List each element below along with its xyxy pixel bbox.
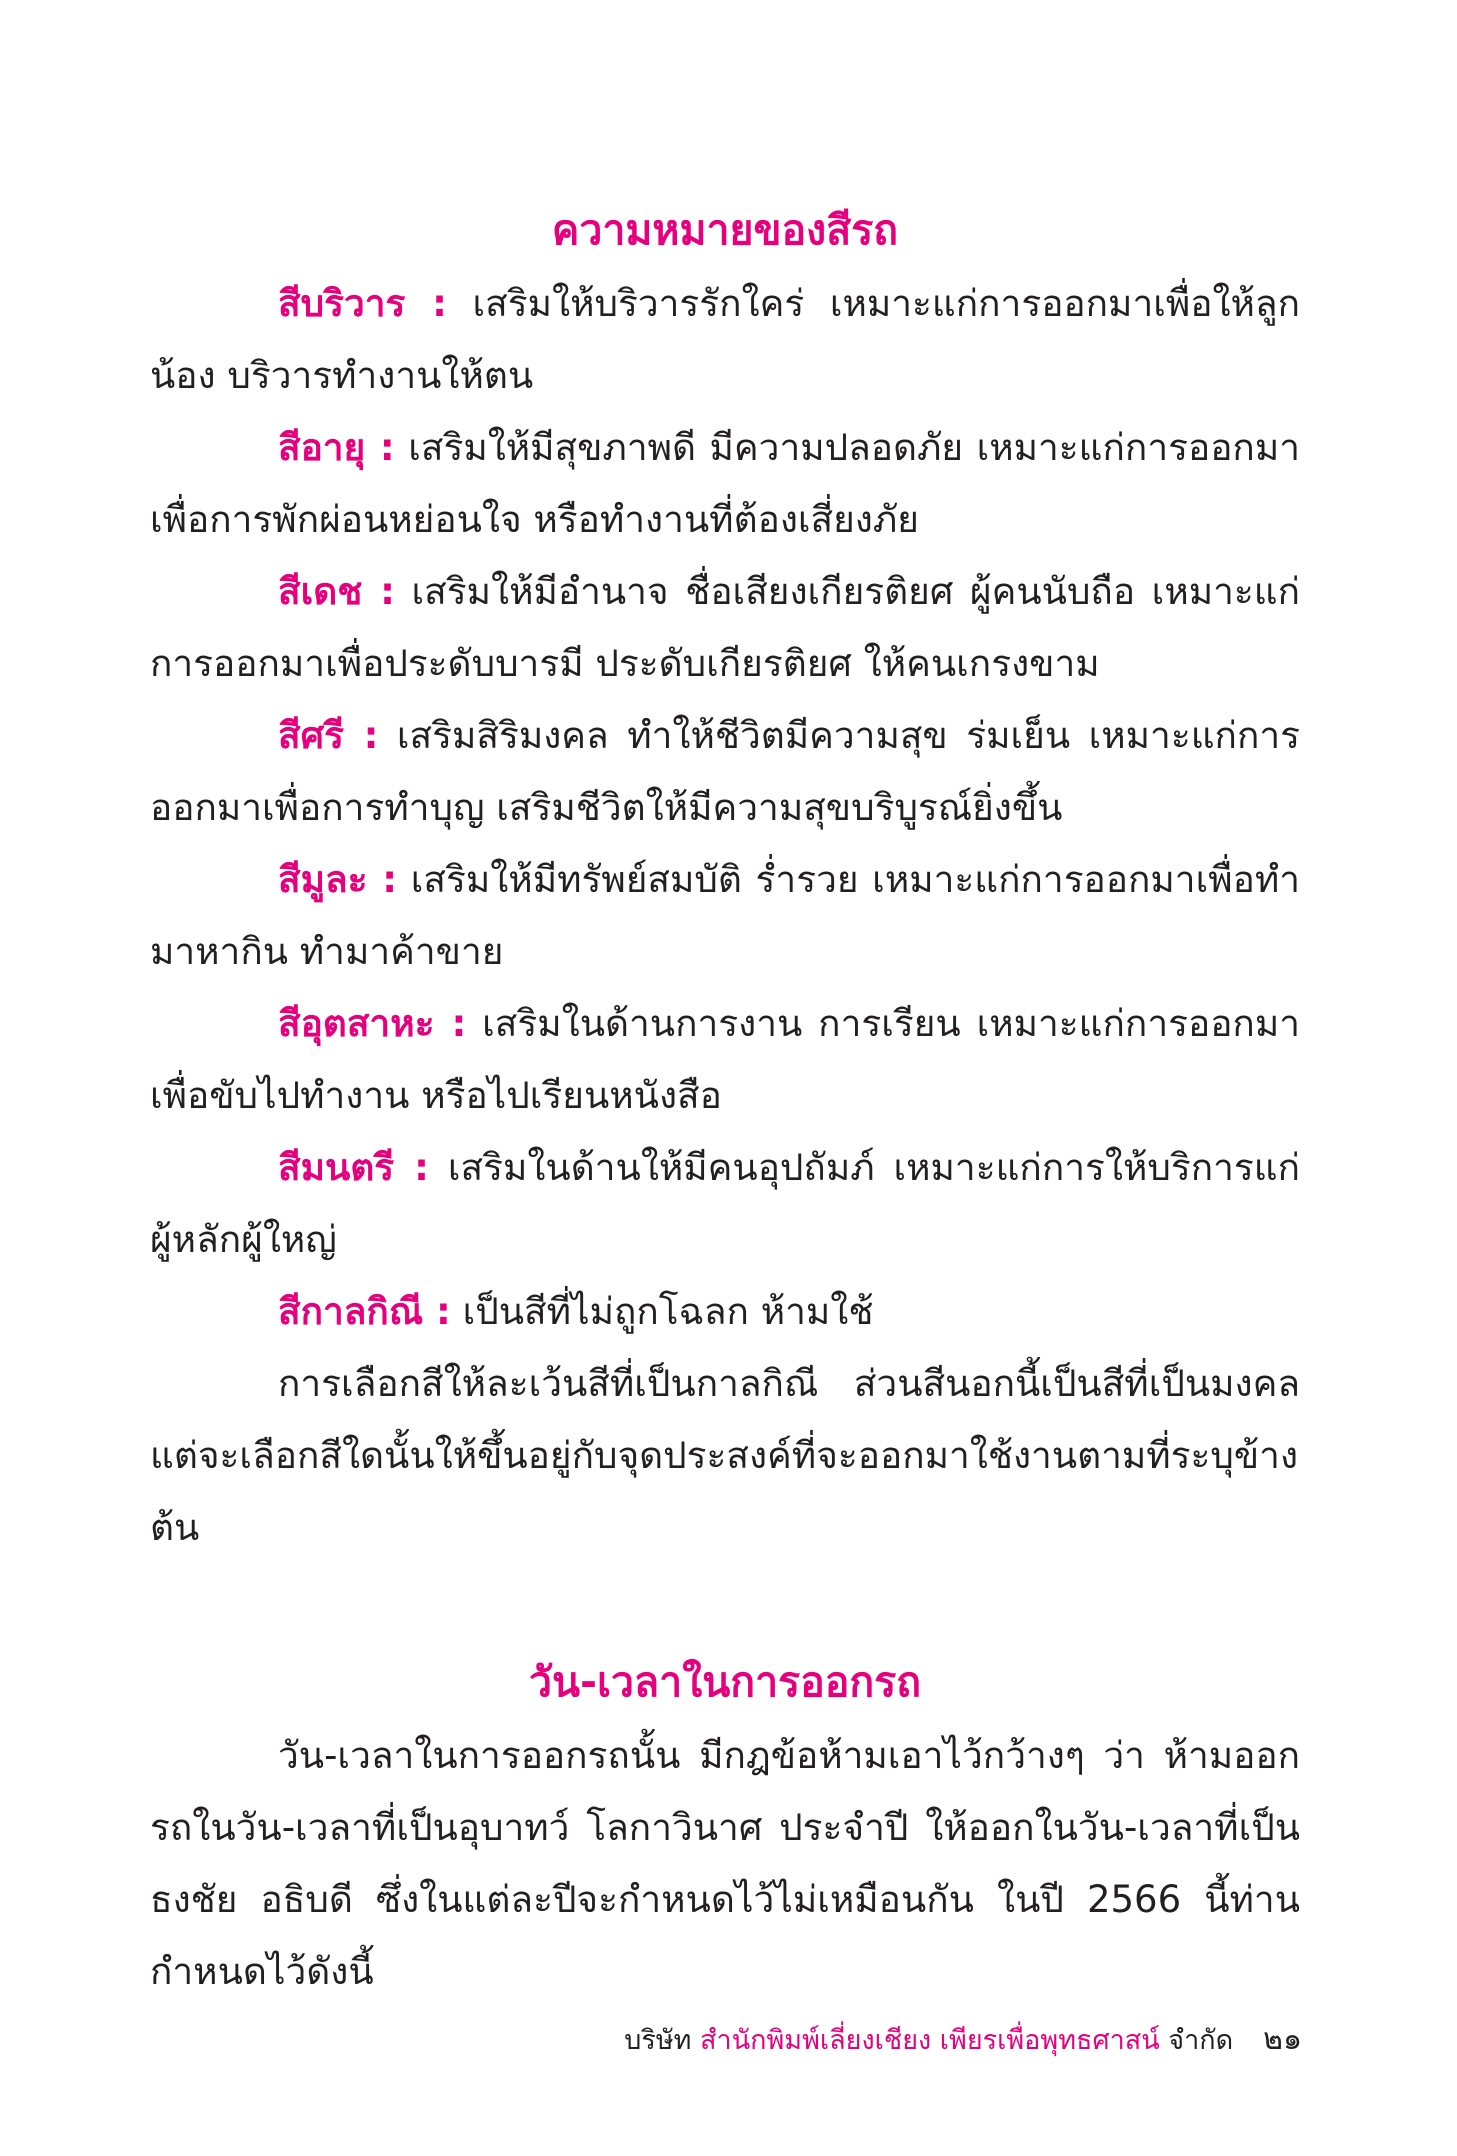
definition-term: สีศรี : [278, 714, 379, 757]
definition-paragraph [150, 1132, 1300, 1276]
definition-term: สีบริวาร : [278, 282, 447, 325]
definition-term: สีมูละ : [278, 858, 398, 901]
definition-paragraph [150, 268, 1300, 412]
definition-paragraph [150, 988, 1300, 1132]
definition-term: สีเดช : [278, 570, 395, 613]
definition-term: สีอุตสาหะ : [278, 1002, 467, 1045]
definition-paragraph [150, 844, 1300, 988]
publisher-name: สำนักพิมพ์เลี่ยงเชียง เพียรเพื่อพุทธศาสน์ [700, 2025, 1160, 2056]
definition-text: เสริมให้มีทรัพย์สมบัติ ร่ำรวย เหมาะแก่การออกมาเพื่อทำมาหากิน ทำมาค้าขาย [150, 858, 1300, 973]
closing-paragraph [150, 1348, 1300, 1564]
definition-text: เสริมให้มีสุขภาพดี มีความปลอดภัย เหมาะแก่การออกมาเพื่อการพักผ่อนหย่อนใจ หรือทำงานที่ต้องเสี่ยงภัย [150, 426, 1300, 541]
definition-paragraph [150, 1276, 1300, 1348]
section-heading-departure-time: วัน-เวลาในการออกรถ [528, 1658, 922, 1706]
body-text: วัน-เวลาในการออกรถนั้น มีกฎข้อห้ามเอาไว้กว้างๆ ว่า ห้ามออกรถในวัน-เวลาที่เป็นอุบาทว์ โลกาวินาศ ประจำปี ให้ออกในวัน-เวลาที่เป็นธงชัย อธิบดี ซึ่งในแต่ละปีจะกำหนดไว้ไม่เหมือนกัน ในปี 2566 นี้ท่านกำหนดไว้ดังนี้ [150, 1734, 1300, 1993]
section-heading-car-colors: ความหมายของสีรถ [551, 206, 899, 254]
definition-text: เป็นสีที่ไม่ถูกโฉลก ห้ามใช้ [450, 1290, 874, 1333]
page-number: ๒๑ [1263, 2022, 1302, 2057]
body-paragraph [150, 1720, 1300, 2008]
footer-prefix: บริษัท [624, 2025, 701, 2056]
definition-paragraph [150, 556, 1300, 700]
definition-text: เสริมในด้านให้มีคนอุปถัมภ์ เหมาะแก่การให้บริการแก่ผู้หลักผู้ใหญ่ [150, 1146, 1300, 1261]
definition-term: สีกาลกิณี : [278, 1290, 451, 1333]
definition-paragraph [150, 412, 1300, 556]
definition-text: เสริมสิริมงคล ทำให้ชีวิตมีความสุข ร่มเย็น เหมาะแก่การออกมาเพื่อการทำบุญ เสริมชีวิตให้มีความสุขบริบูรณ์ยิ่งขึ้น [150, 714, 1300, 829]
definition-text: เสริมให้บริวารรักใคร่ เหมาะแก่การออกมาเพื่อให้ลูกน้อง บริวารทำงานให้ตน [150, 282, 1301, 397]
definition-text: เสริมให้มีอำนาจ ชื่อเสียงเกียรติยศ ผู้คนนับถือ เหมาะแก่การออกมาเพื่อประดับบารมี ประดับเกียรติยศ ให้คนเกรงขาม [150, 570, 1300, 685]
definition-paragraph [150, 700, 1300, 844]
footer-suffix: จำกัด [1159, 2025, 1234, 2056]
page-content [150, 200, 1300, 2008]
closing-text: การเลือกสีให้ละเว้นสีที่เป็นกาลกิณี ส่วนสีนอกนี้เป็นสีที่เป็นมงคล แต่จะเลือกสีใดนั้นให้ขึ้นอยู่กับจุดประสงค์ที่จะออกมาใช้งานตามที่ระบุข้างต้น [150, 1362, 1300, 1549]
definition-term: สีมนตรี : [278, 1146, 429, 1189]
page-footer [0, 2020, 1302, 2061]
definition-term: สีอายุ : [278, 426, 395, 469]
definition-text: เสริมในด้านการงาน การเรียน เหมาะแก่การออกมาเพื่อขับไปทำงาน หรือไปเรียนหนังสือ [150, 1002, 1300, 1117]
